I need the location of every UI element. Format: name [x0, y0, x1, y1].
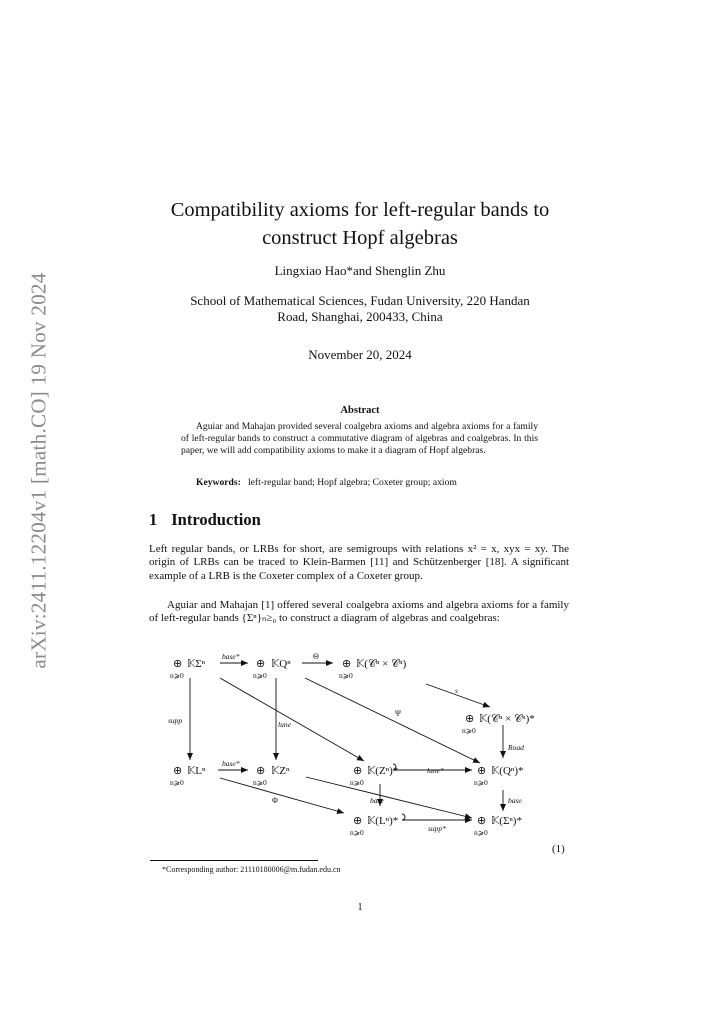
keywords-label: Keywords: [196, 477, 241, 488]
sum-ksigma: ⊕ [173, 658, 183, 670]
node-kz: 𝕂Zⁿ [271, 765, 290, 777]
node-ksigma-dual: 𝕂(Σⁿ)* [491, 815, 522, 827]
label-lune-star: lune* [427, 766, 444, 775]
affiliation [155, 293, 565, 325]
title-line-2: construct Hopf algebras [262, 227, 458, 249]
date: November 20, 2024 [308, 347, 412, 362]
index-kq: n⩾0 [253, 671, 267, 680]
sum-kq: ⊕ [256, 658, 266, 670]
equation-number: (1) [552, 843, 565, 855]
node-kcc-dual: 𝕂(𝒞ⁿ × 𝒞ⁿ)* [479, 713, 535, 725]
label-supp-star: supp* [428, 824, 446, 833]
keywords-list: left-regular band; Hopf algebra; Coxeter group; axiom [247, 477, 457, 488]
sum-kl: ⊕ [173, 765, 183, 777]
sum-kcc-dual: ⊕ [465, 713, 475, 725]
arxiv-stamp [12, 270, 66, 670]
commutative-diagram [150, 648, 580, 843]
abstract-body: Aguiar and Mahajan provided several coalgebra axioms and algebra axioms for a family of left-regular bands to construct a commutative diagram of algebras and coalgebras. In this paper, we will add compatibility axioms to make it a diagram of Hopf algebras. [181, 421, 538, 457]
label-theta: Θ [313, 652, 319, 661]
arrow-psi [305, 678, 480, 763]
node-kl-dual: 𝕂(Lⁿ)* [367, 815, 399, 827]
label-supp: supp [168, 716, 183, 725]
sum-kl-dual: ⊕ [353, 815, 363, 827]
sum-kq-dual: ⊕ [477, 765, 487, 777]
index-kcc: n⩾0 [339, 671, 353, 680]
sum-kcc: ⊕ [342, 658, 352, 670]
paragraph-1: Left regular bands, or LRBs for short, are semigroups with relations x² = x, xyx = xy. The origin of LRBs can be traced to Klein-Barmen [11] and Schützenberger [18]. A significant example of a LRB is the Coxeter complex of a Coxeter group. [149, 543, 569, 582]
node-ksigma: 𝕂Σⁿ [187, 658, 206, 670]
node-kq-dual: 𝕂(Qⁿ)* [491, 765, 524, 777]
section-number: 1 [149, 510, 158, 529]
label-base-mid: base [370, 796, 384, 805]
index-kz-dual: n⩾0 [350, 778, 364, 787]
footnote-rule [150, 860, 318, 861]
authors: Lingxiao Hao*and Shenglin Zhu [274, 263, 446, 278]
index-kz: n⩾0 [253, 778, 267, 787]
index-ksigma-dual: n⩾0 [474, 828, 488, 837]
abstract-heading: Abstract [340, 405, 380, 416]
arxiv-stamp-text: arXiv:2411.12204v1 [math.CO] 19 Nov 2024 [26, 271, 51, 669]
arrow-phi [220, 778, 344, 813]
section-heading [149, 510, 261, 530]
page-number: 1 [357, 902, 363, 913]
affiliation-line-1: School of Mathematical Sciences, Fudan University, 220 Handan [190, 293, 530, 308]
index-ksigma: n⩾0 [170, 671, 184, 680]
title-line-1: Compatibility axioms for left-regular bands to [170, 199, 550, 221]
hook-supp-star [402, 814, 405, 820]
paragraph-2: Aguiar and Mahajan [1] offered several coalgebra axioms and algebra axioms for a family of left-regular bands {Σⁿ}ₙ≥₀ to construct a diagram of algebras and coalgebras: [149, 599, 569, 625]
arrow-s [426, 684, 490, 707]
node-kq: 𝕂Qⁿ [271, 658, 291, 670]
footnote: *Corresponding author: 21110180006@m.fudan.edu.cn [162, 865, 341, 874]
index-kcc-dual: n⩾0 [462, 726, 476, 735]
node-kcc: 𝕂(𝒞ⁿ × 𝒞ⁿ) [356, 658, 407, 670]
section-title: Introduction [171, 510, 261, 529]
affiliation-line-2: Road, Shanghai, 200433, China [277, 309, 443, 324]
index-kl: n⩾0 [170, 778, 184, 787]
label-s: s [455, 686, 458, 695]
arrow-kz-ksigma-dual [306, 777, 472, 818]
paper-title [150, 196, 570, 252]
label-base-star-top: base* [222, 652, 240, 661]
sum-ksigma-dual: ⊕ [477, 815, 487, 827]
index-kq-dual: n⩾0 [474, 778, 488, 787]
label-psi: Ψ [395, 709, 401, 718]
label-road: Road [508, 743, 524, 752]
sum-kz: ⊕ [256, 765, 266, 777]
label-base-star-mid: base* [222, 759, 240, 768]
label-base-right: base [508, 796, 522, 805]
keywords [181, 477, 556, 488]
node-kz-dual: 𝕂(Zⁿ)* [367, 765, 399, 777]
arrow-diag-sigma-z [220, 678, 364, 761]
node-kl: 𝕂Lⁿ [187, 765, 206, 777]
label-lune: lune [278, 720, 291, 729]
label-phi: Φ [272, 796, 278, 805]
sum-kz-dual: ⊕ [353, 765, 363, 777]
index-kl-dual: n⩾0 [350, 828, 364, 837]
